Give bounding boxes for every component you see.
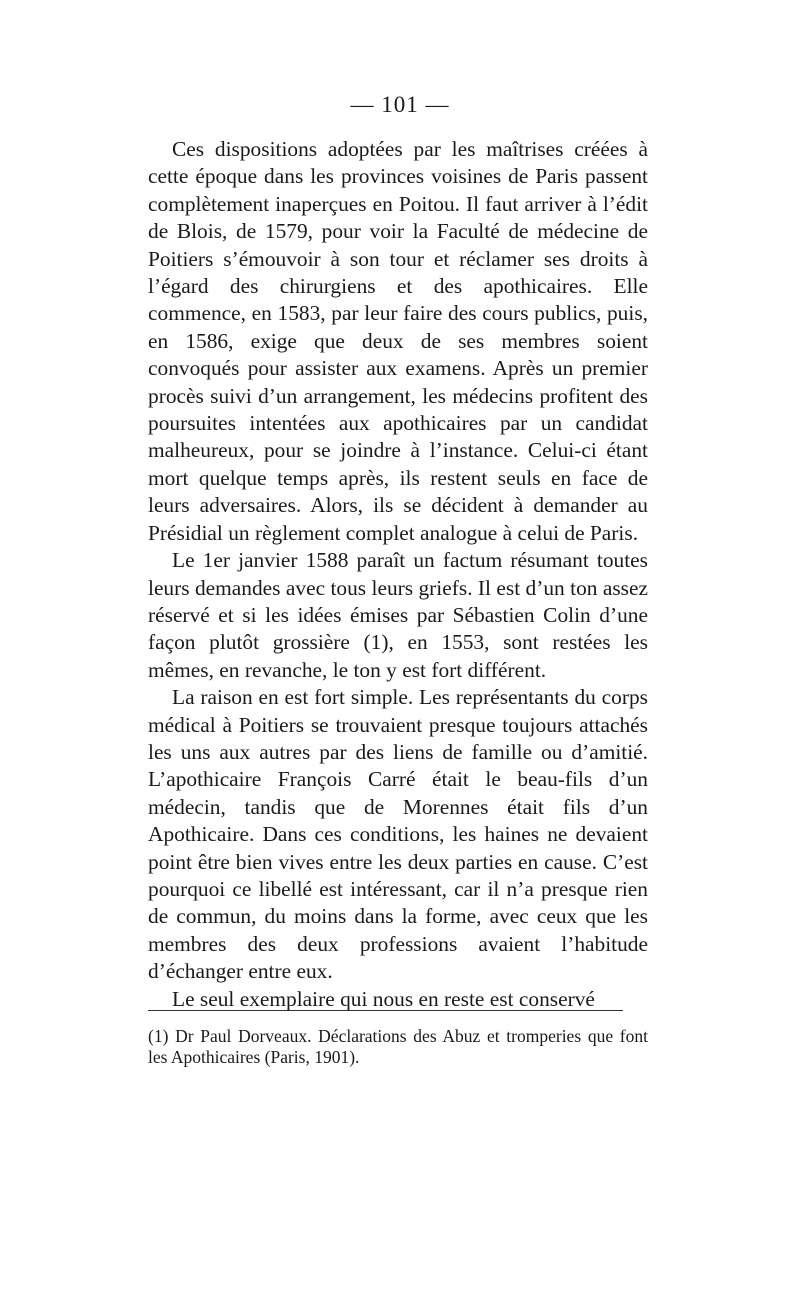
footnote: (1) Dr Paul Dorveaux. Déclarations des Abuz et tromperies que font les Apothicaires (Paris, 1901). [148,1026,648,1067]
footnotes [148,1026,648,1068]
paragraph: Le 1er janvier 1588 paraît un factum résumant toutes leurs demandes avec tous leurs griefs. Il est d’un ton assez réservé et si les idées émises par Sébastien Colin d’une façon plutôt grossière (1), en 1553, sont restées les mêmes, en revanche, le ton y est fort différent. [148,548,648,682]
paragraph: La raison en est fort simple. Les représentants du corps médical à Poitiers se trouvaient presque toujours attachés les uns aux autres par des liens de famille ou d’amitié. L’apothicaire François Carré était le beau-fils d’un médecin, tandis que de Morennes était fils d’un Apothicaire. Dans ces conditions, les haines ne devaient point être bien vives entre les deux parties en cause. C’est pourquoi ce libellé est intéressant, car il n’a presque rien de commun, du moins dans la forme, avec ceux que les membres des deux professions avaient l’habitude d’échanger entre eux. [148,685,648,984]
body-text [148,136,648,1013]
page-number: — 101 — [350,92,450,117]
paragraph: Ces dispositions adoptées par les maîtrises créées à cette époque dans les provinces voisines de Paris passent complètement inaperçues en Poitou. Il faut arriver à l’édit de Blois, de 1579, pour voir la Faculté de médecine de Poitiers s’émouvoir à son tour et réclamer ses droits à l’égard des chirurgiens et des apothicaires. Elle commence, en 1583, par leur faire des cours publics, puis, en 1586, exige que deux de ses membres soient convoqués pour assister aux examens. Après un premier procès suivi d’un arrangement, les médecins profitent des poursuites intentées aux apothicaires par un candidat malheureux, pour se joindre à l’instance. Celui-ci étant mort quelque temps après, ils restent seuls en face de leurs adversaires. Alors, ils se décident à demander au Présidial un règlement complet analogue à celui de Paris. [148,137,648,545]
footnote-divider [148,1010,623,1011]
paragraph: Le seul exemplaire qui nous en reste est conservé [172,986,595,1011]
